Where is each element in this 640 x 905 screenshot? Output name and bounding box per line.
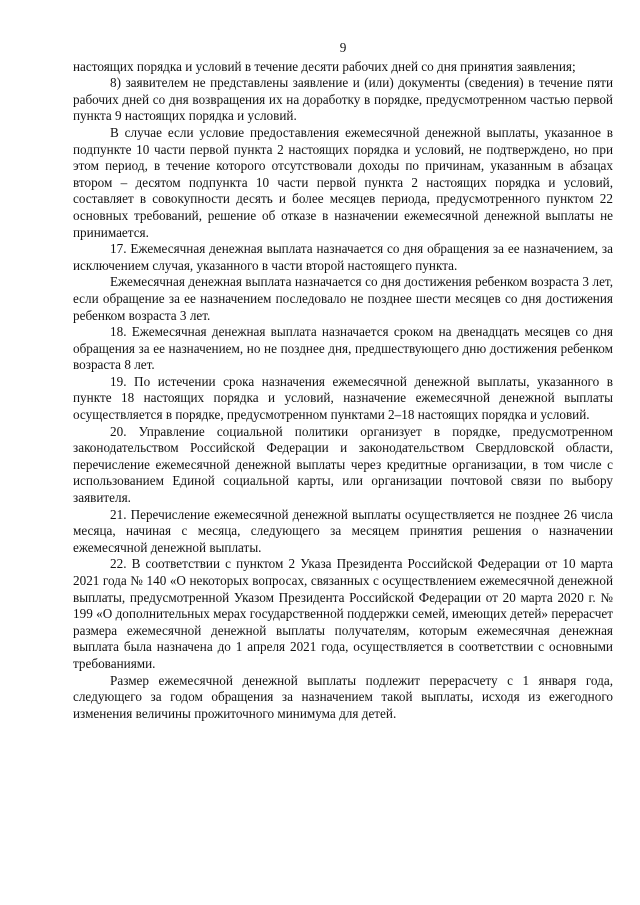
paragraph-18: 18. Ежемесячная денежная выплата назначается сроком на двенадцать месяцев со дня обращения за ее назначением, но не позднее дня, предшествующего дню достижения ребенком возраста 8 лет. <box>73 324 613 373</box>
paragraph-17-part-2: Ежемесячная денежная выплата назначается со дня достижения ребенком возраста 3 лет, если обращение за ее назначением последовало не позднее шести месяцев со дня достижения ребенком возраста 3 лет. <box>73 274 613 323</box>
paragraph-17: 17. Ежемесячная денежная выплата назначается со дня обращения за ее назначением, за исключением случая, указанного в части второй настоящего пункта. <box>73 241 613 273</box>
paragraph-income-condition: В случае если условие предоставления ежемесячной денежной выплаты, указанное в подпункте 10 части первой пункта 2 настоящих порядка и условий, не подтверждено, но при этом период, в течение которого отсутствовали доходы по причинам, указанным в абзацах втором – десятом подпункта 10 части первой пункта 2 настоящих порядка и условий, составляет в совокупности десять и более месяцев периода, предусмотренного пунктом 22 основных требований, решение об отказе в назначении ежемесячной денежной выплаты не принимается. <box>73 124 613 240</box>
paragraph-item-8: 8) заявителем не представлены заявление и (или) документы (сведения) в течение пяти рабочих дней со дня возвращения их на доработку в порядке, предусмотренном частью первой пункта 9 настоящих порядка и условий. <box>73 75 613 124</box>
paragraph-20: 20. Управление социальной политики организует в порядке, предусмотренном законодательством Российской Федерации и законодательством Свердловской области, перечисление ежемесячной денежной выплаты через кредитные организации, в том числе с использованием Единой социальной карты, или организации почтовой связи по выбору заявителя. <box>73 423 613 506</box>
paragraph-19: 19. По истечении срока назначения ежемесячной денежной выплаты, указанного в пункте 18 настоящих порядка и условий, назначение ежемесячной денежной выплаты осуществляется в порядке, предусмотренном пунктами 2–18 настоящих порядка и условий. <box>73 373 613 423</box>
paragraph-22-part-2: Размер ежемесячной денежной выплаты подлежит перерасчету с 1 января года, следующего за годом обращения за назначением такой выплаты, исходя из ежегодного изменения величины прожиточного минимума для детей. <box>73 672 613 721</box>
page-number: 9 <box>339 40 347 55</box>
paragraph-21: 21. Перечисление ежемесячной денежной выплаты осуществляется не позднее 26 числа месяца, начиная с месяца, следующего за месяцем принятия решения о назначении ежемесячной денежной выплаты. <box>73 506 613 555</box>
document-page <box>73 40 613 722</box>
paragraph-22: 22. В соответствии с пунктом 2 Указа Президента Российской Федерации от 10 марта 2021 года № 140 «О некоторых вопросах, связанных с осуществлением ежемесячной денежной выплаты, предусмотренной Указом Президента Российской Федерации от 20 марта 2020 г. № 199 «О дополнительных мерах государственной поддержки семей, имеющих детей» перерасчет размера ежемесячной денежной выплаты получателям, которым ежемесячная денежная выплата была назначена до 1 апреля 2021 года, осуществляется в соответствии с основными требованиями. <box>73 556 613 671</box>
paragraph-continuation: настоящих порядка и условий в течение десяти рабочих дней со дня принятия заявления; <box>73 58 576 74</box>
